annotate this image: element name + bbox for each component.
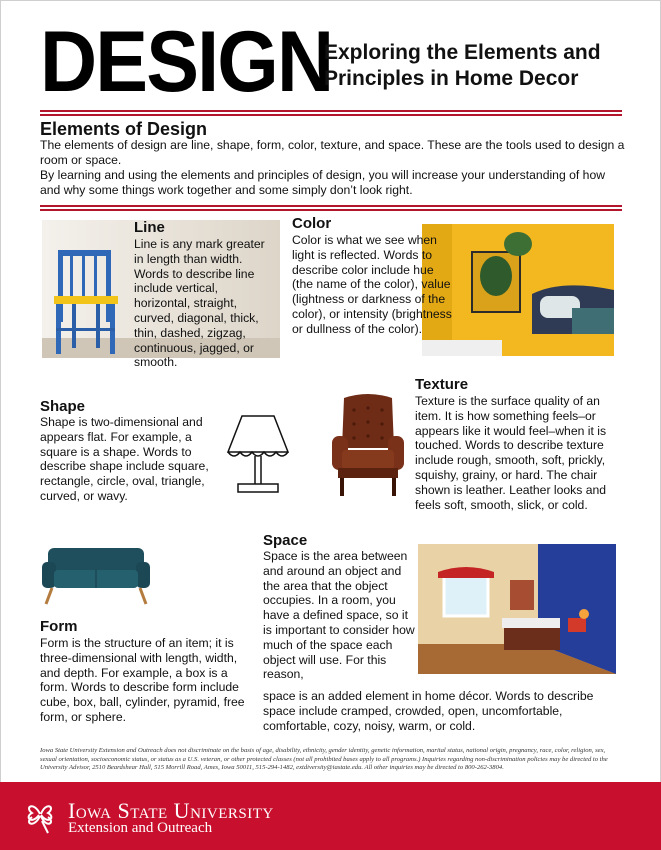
shape-title: Shape — [40, 398, 86, 415]
bedroom-image — [418, 544, 616, 674]
space-body-continued: space is an added element in home décor. Words to describe space include cramped, crowded, open, uncomfortable, comfortable, cozy, noisy, warm, or cold. — [263, 689, 594, 733]
page-subtitle: Exploring the Elements and Principles in Home Decor — [324, 41, 601, 90]
intro-paragraph-2: By learning and using the elements and principles of design, you will increase your understanding of how and why some things work together and some simply don’t look right. — [40, 168, 606, 197]
texture-body: Texture is the surface quality of an item. It is how something feels–or appears like it would feel–when it is touched. Words to describe texture include rough, smooth, soft, prickly, squishy, grainy, or hard. The chair shown is leather. Leather looks and feels soft, smooth, slick, or cold. — [415, 394, 607, 512]
form-title: Form — [40, 618, 78, 635]
color-title: Color — [292, 215, 332, 232]
nondiscrimination-disclaimer: Iowa State University Extension and Outreach does not discriminate on the basis of age, disability, ethnicity, gender identity, genetic information, marital status, national origin, pregnancy, race, color, religion, sex, sexual orientation, socioeconomic status, or status as a U.S. veteran, or other protected classes (not all prohibited bases apply to all programs.) Inquiries regarding non-discrimination policies may be directed to the University Advisor, 2510 Beardshear Hall, 515 Morrill Road, Ames, Iowa 50011, 515-294-1482, extdiversity@iastate.edu. All other inquiries may be directed to 800-262-3804. — [40, 747, 608, 772]
sofa-illustration — [40, 542, 152, 606]
bedroom-illustration — [418, 544, 616, 674]
leather-chair-illustration — [330, 392, 406, 498]
line-title: Line — [134, 219, 165, 236]
teal-sofa-image — [40, 542, 152, 606]
university-name: Iowa State University — [68, 798, 274, 823]
space-body: Space is the area between and around an object and the area that the object occupies. In a room, you have a defined space, so it is important to consider how much of the space each object will use. For this reason, — [263, 549, 415, 682]
header-divider — [40, 110, 622, 116]
form-body: Form is the structure of an item; it is three-dimensional with length, width, and depth. For example, a box is a form. Words to describe form include cube, box, ball, cylinder, pyramid, free form, or sphere. — [40, 636, 245, 724]
university-unit: Extension and Outreach — [68, 820, 213, 836]
texture-title: Texture — [415, 376, 469, 393]
line-body: Line is any mark greater in length than width. Words to describe line include vertical, horizontal, straight, curved, diagonal, thick, thin, dashed, zigzag, continuous, jagged, or smooth. — [134, 237, 265, 370]
section-heading-elements: Elements of Design — [40, 119, 208, 139]
leather-chair-image — [330, 392, 406, 498]
intro-divider — [40, 205, 622, 211]
lamp-outline-icon — [222, 412, 294, 496]
space-title: Space — [263, 532, 308, 549]
clover-logo-icon — [20, 795, 60, 835]
page-title: DESIGN — [40, 14, 333, 110]
color-body: Color is what we see when light is reflected. Words to describe color include hue (the name of the color), value (lightness or darkness of the color), or intensity (brightness or dullness of the color). — [292, 233, 452, 336]
shape-body: Shape is two-dimensional and appears flat. For example, a square is a shape. Words to describe shape include square, rectangle, circle, oval, triangle, curved, or wavy. — [40, 415, 209, 503]
intro-paragraph-1: The elements of design are line, shape, form, color, texture, and space. These are the tools used to design a room or space. — [40, 138, 625, 167]
